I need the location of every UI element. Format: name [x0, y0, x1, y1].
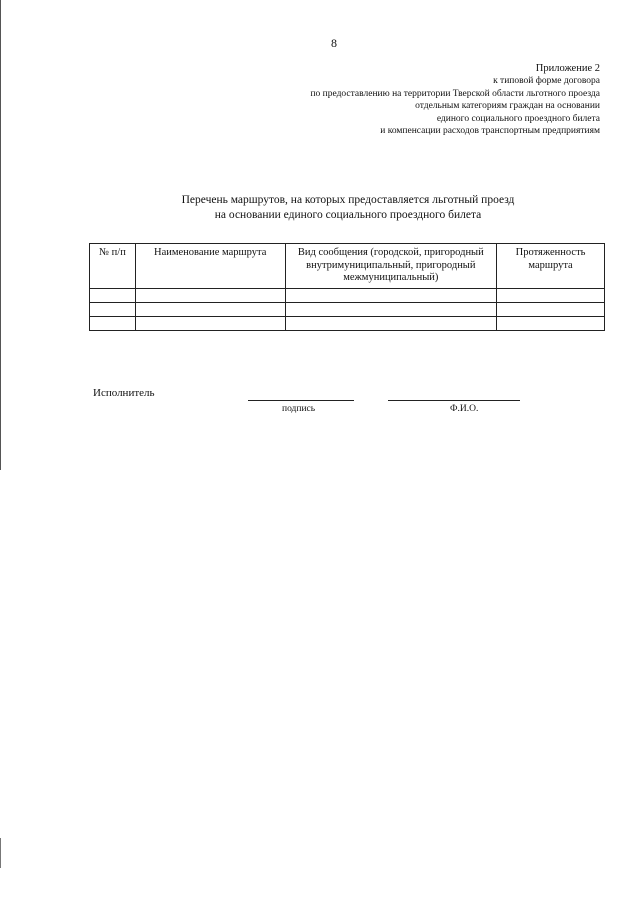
table-cell — [90, 289, 136, 303]
document-title-line: на основании единого социального проездного билета — [214, 209, 482, 221]
appendix-line: по предоставлению на территории Тверской области льготного проезда — [310, 88, 600, 99]
table-header-row — [90, 244, 605, 289]
table-cell — [135, 289, 285, 303]
table-cell — [497, 289, 605, 303]
scan-edge-line — [0, 838, 1, 868]
signature-line — [248, 400, 354, 401]
appendix-line: и компенсации расходов транспортным предприятиям — [380, 126, 600, 137]
column-header-number: № п/п — [90, 244, 136, 289]
column-header-route-name: Наименование маршрута — [135, 244, 285, 289]
name-caption: Ф.И.О. — [450, 404, 479, 414]
appendix-line: отдельным категориям граждан на основании — [415, 101, 600, 112]
scan-edge-line — [0, 0, 1, 470]
table-cell — [90, 317, 136, 331]
document-title-line: Перечень маршрутов, на которых предоставляется льготный проезд — [181, 194, 515, 206]
table-cell — [497, 303, 605, 317]
table-cell — [285, 317, 497, 331]
executor-label: Исполнитель — [93, 387, 155, 399]
signature-caption: подпись — [282, 404, 316, 414]
appendix-header — [220, 63, 600, 137]
routes-table — [89, 243, 605, 331]
page-number: 8 — [331, 36, 337, 50]
table-row — [90, 289, 605, 303]
table-cell — [135, 303, 285, 317]
table-cell — [497, 317, 605, 331]
appendix-line: Приложение 2 — [535, 63, 600, 74]
document-title — [0, 193, 640, 223]
table-cell — [90, 303, 136, 317]
table-cell — [285, 303, 497, 317]
table-cell — [285, 289, 497, 303]
column-header-route-length: Протяженность маршрута — [497, 244, 605, 289]
table-cell — [135, 317, 285, 331]
name-line — [388, 400, 520, 401]
table-row — [90, 317, 605, 331]
table-row — [90, 303, 605, 317]
appendix-line: единого социального проездного билета — [436, 113, 600, 124]
appendix-line: к типовой форме договора — [493, 76, 600, 87]
column-header-service-type: Вид сообщения (городской, пригородный внутримуниципальный, пригородный межмуниципальный) — [285, 244, 497, 289]
